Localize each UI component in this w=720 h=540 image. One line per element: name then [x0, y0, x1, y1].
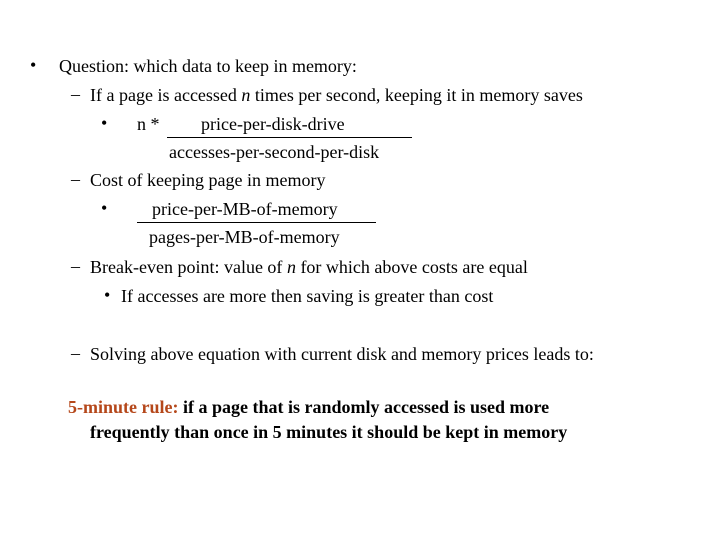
- fraction-denominator: pages-per-MB-of-memory: [149, 227, 340, 247]
- access-variable: n: [241, 85, 251, 105]
- fraction-denominator: accesses-per-second-per-disk: [169, 142, 380, 162]
- fraction-bar: [137, 222, 376, 223]
- rule-statement: [68, 396, 549, 418]
- access-text-post: times per second, keeping it in memory saves: [250, 85, 583, 105]
- bullet-dash: –: [71, 84, 80, 104]
- fraction-bar: [167, 137, 412, 138]
- breakeven-text-post: for which above costs are equal: [295, 257, 528, 277]
- bullet-dash: –: [71, 343, 80, 363]
- bullet-dash: –: [71, 256, 80, 276]
- access-text-pre: If a page is accessed: [90, 85, 242, 105]
- rule-text-line2: frequently than once in 5 minutes it should be kept in memory: [90, 422, 568, 442]
- fraction-prefix: n *: [137, 114, 160, 134]
- bullet-dot: •: [101, 198, 108, 218]
- breakeven-subpoint: If accesses are more then saving is greater than cost: [121, 286, 494, 306]
- access-statement: [90, 84, 583, 106]
- breakeven-variable: n: [286, 257, 296, 277]
- bullet-dot: •: [101, 113, 108, 133]
- breakeven-text-pre: Break-even point: value of: [90, 257, 287, 277]
- fraction-numerator: price-per-disk-drive: [201, 114, 345, 134]
- rule-text-line1: if a page that is randomly accessed is used more: [178, 397, 550, 417]
- breakeven-statement: [90, 256, 528, 278]
- fraction-numerator: price-per-MB-of-memory: [152, 199, 338, 219]
- solving-text: Solving above equation with current disk and memory prices leads to:: [90, 344, 594, 364]
- question-text: Question: which data to keep in memory:: [59, 56, 357, 76]
- cost-text: Cost of keeping page in memory: [90, 170, 326, 190]
- bullet-dot: •: [30, 55, 37, 75]
- rule-label: 5-minute rule:: [68, 397, 179, 417]
- bullet-dot: •: [104, 285, 111, 305]
- bullet-dash: –: [71, 169, 80, 189]
